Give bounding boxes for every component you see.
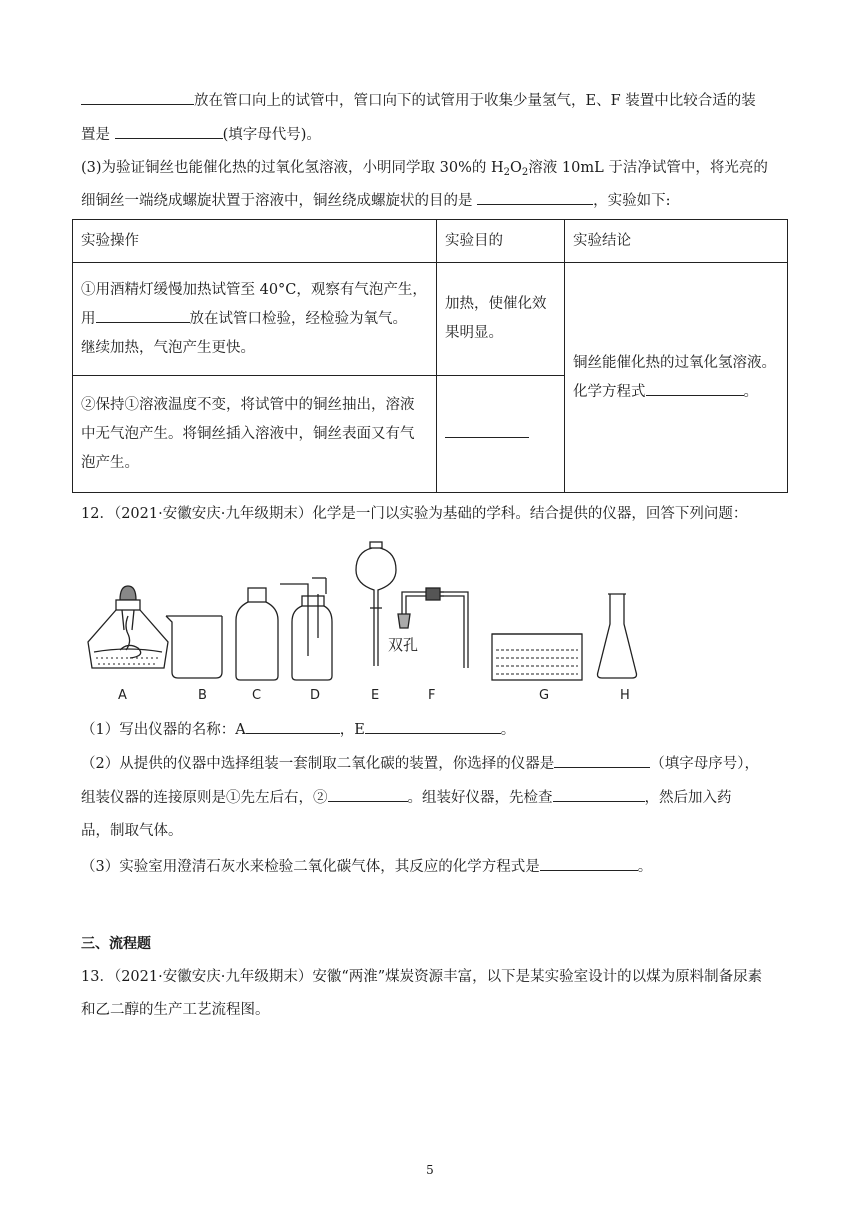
question-12-part-2-cont [81, 787, 786, 808]
text-run: （3）实验室用澄清石灰水来检验二氧化碳气体，其反应的化学方程式是 [81, 859, 540, 875]
table-row [73, 263, 788, 376]
question-12-stem: 12．（2021·安徽安庆·九年级期末）化学是一门以实验为基础的学科。结合提供的仪器，回答下列问题： [81, 506, 748, 522]
reagent-bottle-drawing [236, 588, 278, 680]
label-F: F [428, 688, 436, 703]
answer-blank[interactable] [540, 856, 638, 871]
section-heading: 三、流程题 [81, 936, 151, 952]
text-run: 化学方程式 [573, 383, 646, 400]
answer-blank[interactable] [553, 787, 645, 802]
cell-line: 铜丝能催化热的过氧化氢溶液。 [573, 354, 776, 371]
apparatus-figure [80, 538, 680, 708]
text-run: 。 [500, 722, 516, 738]
paragraph-line [81, 190, 786, 211]
table-header-cell: 实验操作 [73, 220, 437, 263]
text-run: 溶液 10mL 于洁净试管中，将光亮的 [528, 160, 768, 176]
gas-washing-bottle-drawing [280, 578, 332, 680]
text-run: (填字母代号)。 [222, 127, 321, 143]
question-12-part-3 [81, 856, 786, 877]
paragraph-line [81, 90, 786, 111]
question-13-line: 13．（2021·安徽安庆·九年级期末）安徽“两淮”煤炭资源丰富，以下是某实验室设计的以煤为原料制备尿素 [81, 969, 763, 985]
text-run: (3)为验证铜丝也能催化热的过氧化氢溶液，小明同学取 30%的 H [81, 160, 504, 176]
question-12-part-1 [81, 719, 786, 740]
label-G: G [539, 688, 550, 703]
label-D: D [310, 688, 321, 703]
cell-line: 果明显。 [445, 325, 503, 341]
cell-line: ①用酒精灯缓慢加热试管至 40°C，观察有气泡产生， [81, 281, 427, 298]
text-run: ，然后加入药 [644, 790, 732, 806]
answer-blank[interactable] [554, 753, 650, 768]
conical-flask-drawing [598, 594, 637, 678]
question-12-part-2 [81, 753, 786, 774]
cell-line: 继续加热，气泡产生更快。 [81, 339, 255, 356]
answer-blank[interactable] [96, 308, 190, 323]
label-A: A [118, 688, 127, 703]
cell-line [573, 378, 779, 407]
alcohol-lamp-drawing [88, 586, 168, 668]
table-cell [437, 263, 565, 376]
cell-line: 中无气泡产生。将铜丝插入溶液中，铜丝表面又有气 [81, 425, 415, 442]
answer-blank[interactable] [81, 90, 194, 105]
label-C: C [252, 688, 262, 703]
cell-line: 泡产生。 [81, 454, 139, 471]
label-B: B [198, 688, 207, 703]
stopper-caption: 双孔 [388, 636, 419, 654]
answer-blank[interactable] [115, 124, 223, 139]
page-number: 5 [426, 1163, 434, 1177]
answer-blank[interactable] [365, 719, 501, 734]
text-run: ，实验如下: [593, 193, 671, 209]
text-run: 组装仪器的连接原则是①先左后右，② [81, 790, 328, 806]
stopper-tube-drawing [398, 588, 468, 668]
text-run: （2）从提供的仪器中选择组装一套制取二氧化碳的装置，你选择的仪器是 [81, 756, 555, 772]
answer-blank[interactable] [328, 787, 408, 802]
text-run: 放在管口向上的试管中，管口向下的试管用于收集少量氢气，E、F 装置中比较合适的装 [194, 93, 756, 109]
table-header-cell: 实验结论 [565, 220, 788, 263]
paragraph-line [81, 158, 786, 183]
text-run: 细铜丝一端绕成螺旋状置于溶液中，铜丝绕成螺旋状的目的是 [81, 193, 478, 209]
text-run: 。组装好仪器，先检查 [407, 790, 553, 806]
text-run: O [510, 160, 522, 176]
paragraph-line [81, 124, 786, 145]
cell-line [81, 305, 428, 334]
cell-line: ②保持①溶液温度不变，将试管中的铜丝抽出，溶液 [81, 396, 415, 413]
subscript: 2 [521, 167, 529, 178]
text-run: （填字母序号）， [650, 756, 759, 772]
label-H: H [620, 688, 630, 703]
water-trough-drawing [492, 634, 582, 680]
question-12-part-2-end: 品，制取气体。 [81, 823, 183, 839]
table-cell [565, 263, 788, 493]
text-run: 。 [637, 859, 653, 875]
text-run: ，E [339, 722, 365, 738]
table-cell [73, 263, 437, 376]
answer-blank[interactable] [445, 423, 529, 438]
table-cell [437, 376, 565, 493]
answer-blank[interactable] [477, 190, 593, 205]
table-header-row [73, 220, 788, 263]
table-header-cell: 实验目的 [437, 220, 565, 263]
cell-line: 加热，使催化效 [445, 296, 547, 312]
answer-blank[interactable] [246, 719, 340, 734]
text-run: （1）写出仪器的名称：A [81, 722, 246, 738]
text-run: 置是 [81, 127, 115, 143]
experiment-table [72, 219, 788, 493]
text-run: 放在试管口检验，经检验为氧气。 [189, 310, 407, 327]
subscript: 2 [503, 167, 511, 178]
text-run: 用 [81, 310, 96, 327]
question-13-line: 和乙二醇的生产工艺流程图。 [81, 1002, 270, 1018]
table-cell [73, 376, 437, 493]
beaker-drawing [166, 616, 222, 678]
text-run: 。 [743, 383, 758, 400]
label-E: E [371, 688, 380, 703]
answer-blank[interactable] [646, 381, 744, 396]
